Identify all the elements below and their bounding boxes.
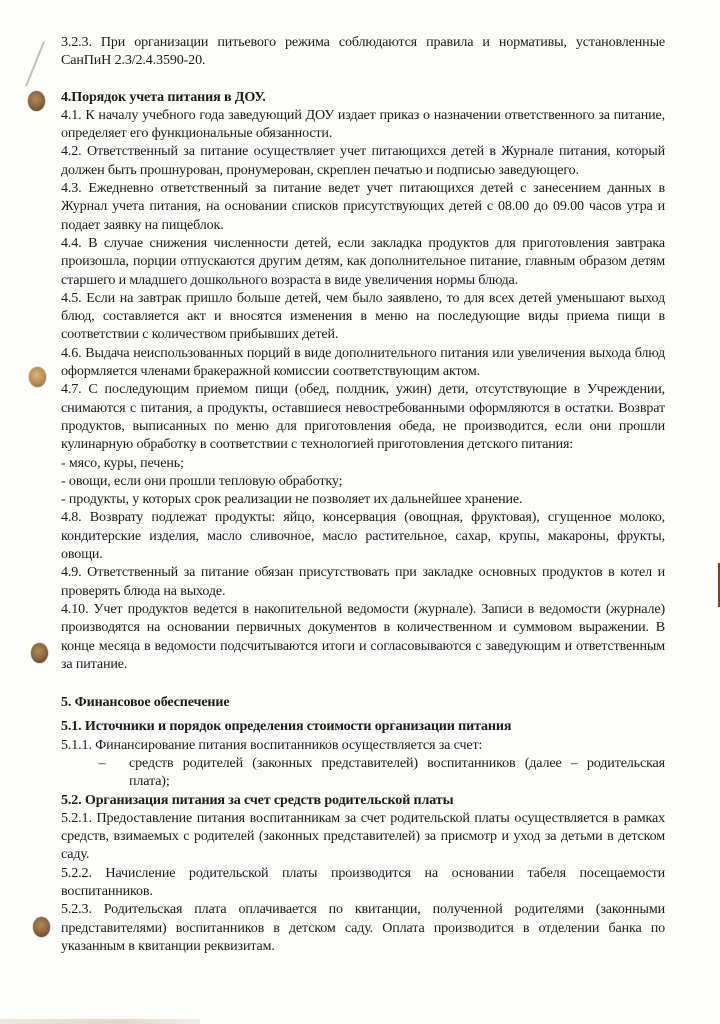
list-item: - мясо, куры, печень; xyxy=(61,454,184,471)
paragraph-4-3: 4.3. Ежедневно ответственный за питание ведет учет питающихся детей с занесением данных в Журнал учета питания, на основании списков присутствующих детей с 08.00 до 09.00 часов утра и подает заявку на пищеблок. xyxy=(61,180,665,233)
bullet-text: средств родителей (законных представителей) воспитанников (далее – родительская плата); xyxy=(129,754,665,790)
paragraph-4-4: 4.4. В случае снижения численности детей, если закладка продуктов для приготовления завтрака произошла, порции отпускаются другим детям, как дополнительное питание, главным образом детям старшего и младшего дошкольного возраста в виде увеличения нормы блюда. xyxy=(61,234,665,288)
dash-bullet: – xyxy=(98,754,106,771)
pen-mark xyxy=(25,41,45,86)
paragraph-4-9: 4.9. Ответственный за питание обязан присутствовать при закладке основных продуктов в котел и проверять блюда на выходе. xyxy=(61,564,665,599)
paragraph-4-1: 4.1. К началу учебного года заведующий ДОУ издает приказ о назначении ответственного за питание, определяет его функциональные обязанности. xyxy=(61,106,665,142)
section-5-heading: 5. Финансовое обеспечение xyxy=(61,694,230,711)
paragraph-4-2: 4.2. Ответственный за питание осуществляет учет питающихся детей в Журнале питания, который должен быть прошнурован, пронумерован, скреплен печатью и подписью заведующего. xyxy=(61,143,665,178)
punch-hole-icon xyxy=(31,643,48,663)
punch-hole-icon xyxy=(33,917,50,937)
paragraph-5-2-3: 5.2.3. Родительская плата оплачивается по квитанции, полученной родителями (законными представителями) воспитанников в детском саду. Оплата производится в отделении банка по указанным в квитанции реквизитам. xyxy=(61,901,665,954)
paragraph-4-5: 4.5. Если на завтрак пришло больше детей, чем было заявлено, то для всех детей уменьшают выход блюд, составляется акт и вносятся изменения в меню на последующие виды приема пищи в соответствии с количеством прибывших детей. xyxy=(61,289,665,343)
subsection-5-1-heading: 5.1. Источники и порядок определения стоимости организации питания xyxy=(61,718,512,735)
list-item: - продукты, у которых срок реализации не позволяет их дальнейшее хранение. xyxy=(61,491,523,508)
paragraph-5-2-2: 5.2.2. Начисление родительской платы производится на основании табеля посещаемости воспитанников. xyxy=(61,864,665,900)
punch-hole-icon xyxy=(29,367,46,387)
punch-hole-icon xyxy=(28,91,45,111)
list-item: - овощи, если они прошли тепловую обработку; xyxy=(61,472,343,489)
subsection-5-2-heading: 5.2. Организация питания за счет средств родительской платы xyxy=(61,791,454,808)
document-body xyxy=(61,33,665,955)
paragraph-5-2-1: 5.2.1. Предоставление питания воспитанникам за счет родительской платы осуществляется в рамках средств, взимаемых с родителей (законных представителей) за присмотр и уход за детьми в детском саду. xyxy=(61,809,665,863)
paragraph-3-2-3: 3.2.3. При организации питьевого режима соблюдаются правила и нормативы, установленные СанПиН 2.3/2.4.3590-20. xyxy=(61,34,665,69)
scan-edge xyxy=(0,1019,200,1024)
bullet-item xyxy=(61,754,665,791)
paragraph-5-1-1: 5.1.1. Финансирование питания воспитанников осуществляется за счет: xyxy=(61,736,483,753)
paragraph-4-8: 4.8. Возврату подлежат продукты: яйцо, консервация (овощная, фруктовая), сгущенное молоко, кондитерские изделия, масло сливочное, масло растительное, сахар, крупы, макароны, фрукты, овощи. xyxy=(61,509,665,563)
paragraph-4-10: 4.10. Учет продуктов ведется в накопительной ведомости (журнале). Записи в ведомости (журнале) производятся на основании первичных документов в количественном и суммовом выражении. В конце месяца в ведомости подсчитываются итоги и согласовываются с заведующим и ответственным за питание. xyxy=(61,600,665,672)
section-4-heading: 4.Порядок учета питания в ДОУ. xyxy=(61,88,266,105)
paragraph-4-7: 4.7. С последующим приемом пищи (обед, полдник, ужин) дети, отсутствующие в Учреждении, снимаются с питания, а продукты, оставшиеся невостребованными оформляются в остатки. Возврат продуктов, выписанных по меню для приготовления обеда, не производится, если они прошли кулинарную обработку в соответствии с технологией приготовления детского питания: xyxy=(61,381,665,453)
paragraph-4-6: 4.6. Выдача неиспользованных порций в виде дополнительного питания или увеличения выхода блюд оформляется членами бракеражной комиссии соответствующим актом. xyxy=(61,344,665,380)
